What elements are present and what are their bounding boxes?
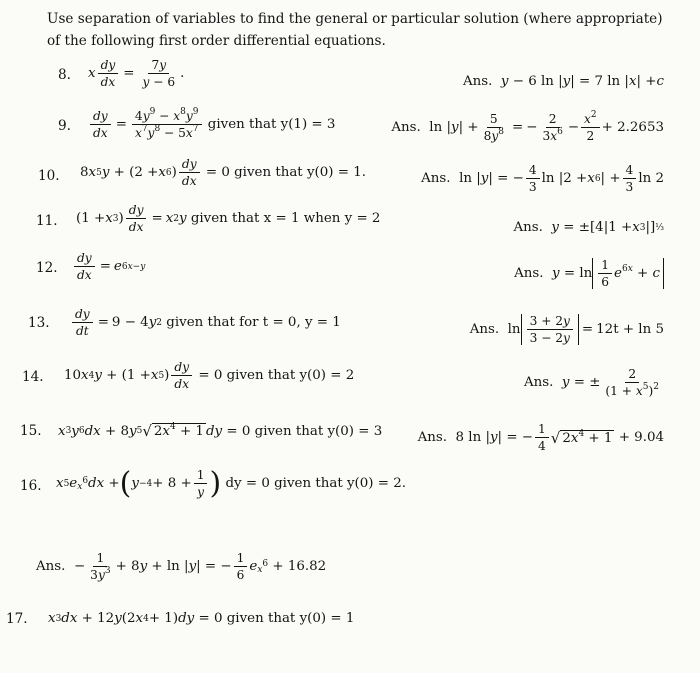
problem-number: 9. — [58, 118, 71, 134]
problem-12-answer: Ans. y = ln $\frac{1}{6}$ $e^{6x} + c$ — [514, 258, 664, 289]
problem-17-equation: x 3 dx + 12 y (2 x 4 + 1) dy = 0 given that y(0) = 1 — [48, 611, 355, 626]
problem-9-answer: Ans. ln | y | + $\frac{5}{8y^8}$ = − $\frac{2}{3x^6}$ − $\frac{x^2}{2}$ + 2.2653 — [391, 110, 664, 143]
problem-15-answer: Ans. 8 ln | y | = − $\frac{1}{4}$ √ $2x^4 + 1$ + 9.04 — [417, 422, 664, 453]
problem-number: 11. — [36, 213, 58, 229]
problem-15-equation: x 3 y 6 dx + 8 y 5 √ $2x^4 + 1$ dy = 0 given that y(0) = 3 — [58, 422, 383, 440]
problem-number: 10. — [38, 168, 60, 184]
problem-12-equation: $\frac{dy}{dx}$ = e 6x−y — [72, 251, 145, 282]
problem-number: 14. — [22, 369, 44, 385]
problem-10-answer: Ans. ln | y | = − $\frac{4}{3}$ ln |2 + x 6 | + $\frac{4}{3}$ ln 2 — [421, 163, 664, 194]
problem-10-equation: 8 x 5 y + (2 + x 6 ) $\frac{dy}{dx}$ = 0 given that y(0) = 1. — [80, 157, 366, 188]
problem-8-equation: x $\frac{dy}{dx}$ = $\frac{7y}{y - 6}$ . — [88, 58, 185, 89]
problem-number: 17. — [6, 611, 28, 627]
problem-number: 8. — [58, 67, 71, 83]
problem-13-answer: Ans. ln $\frac{3 + 2y}{3 - 2y}$ = 12t + ln 5 — [469, 314, 664, 345]
problem-number: 12. — [36, 260, 58, 276]
problem-number: 16. — [20, 478, 42, 494]
problem-11-equation: (1 + x 3 ) $\frac{dy}{dx}$ = x 2 y given that x = 1 when y = 2 — [76, 203, 381, 234]
instructions-text: to find the general or particular solution (where appropriate) of the following first order differential equations. — [47, 11, 663, 49]
problem-9-equation: $\frac{dy}{dx}$ = $\frac{4y^9 - x^8y^9}{x^7y^8 - 5x^7}$ given that y(1) = 3 — [88, 109, 335, 140]
problem-number: 15. — [20, 423, 42, 439]
problem-8-answer: Ans. y − 6 ln | y | = 7 ln | x | + c — [462, 74, 664, 89]
instructions — [47, 8, 667, 52]
problem-14-equation: 10 x 4 y + (1 + x 5 ) $\frac{dy}{dx}$ = 0 given that y(0) = 2 — [64, 360, 355, 391]
problem-13-equation: $\frac{dy}{dt}$ = 9 − 4 y 2 given that for t = 0, y = 1 — [70, 307, 341, 338]
problem-16-equation: x 5 e $x^6$ dx + ( y −4 + 8 + $\frac{1}{y}$ ) dy = 0 given that y(0) = 2. — [56, 465, 407, 501]
problem-16-answer: Ans. − $\frac{1}{3y^3}$ + 8 y + ln | y | = − $\frac{1}{6}$ e $x^6$ + 16.82 — [36, 551, 327, 582]
instructions-bold: Use separation of variables — [47, 11, 236, 27]
problem-14-answer: Ans. y = ± $\frac{2}{(1 + x^5)^2}$ — [523, 367, 659, 398]
problem-11-answer: Ans. y = ±[4|1 + x 3 |] ⅓ — [513, 220, 664, 235]
problem-number: 13. — [28, 315, 50, 331]
